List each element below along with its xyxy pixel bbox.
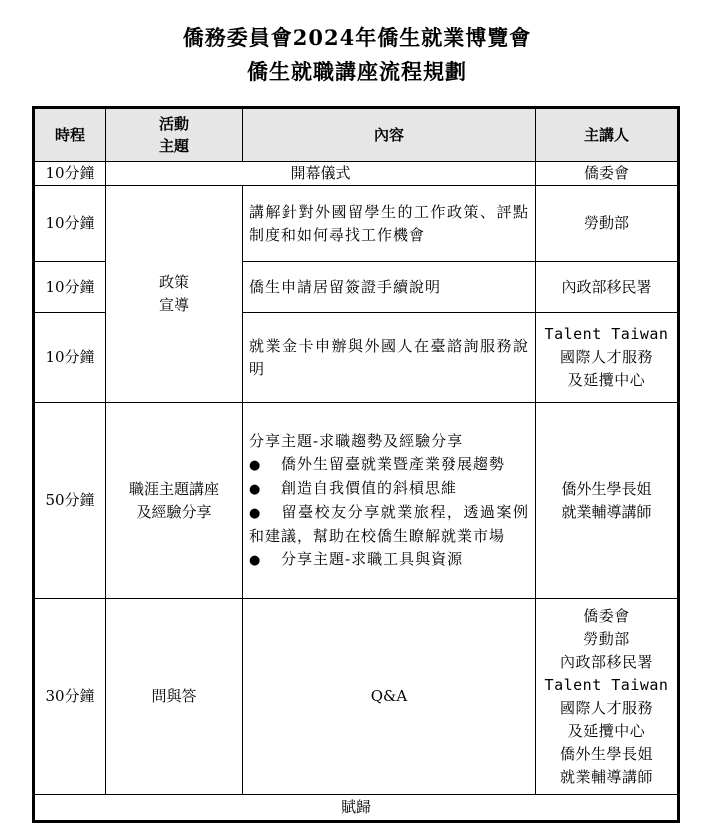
row-time: 10分鐘 — [34, 162, 106, 186]
row-content: 講解針對外國留學生的工作政策、評點制度和如何尋找工作機會 — [243, 186, 536, 262]
table-header-row — [34, 108, 679, 162]
list-item — [249, 501, 529, 548]
table-row — [34, 403, 679, 599]
document-subtitle: 僑生就職講座流程規劃 — [247, 59, 467, 84]
row-content: 就業金卡申辦與外國人在臺諮詢服務說明 — [243, 313, 536, 403]
list-item-text: 留臺校友分享就業旅程，透過案例和建議，幫助在校僑生瞭解就業市場 — [249, 502, 529, 545]
list-item-text: 僑外生留臺就業暨產業發展趨勢 — [281, 454, 506, 473]
header-time: 時程 — [34, 108, 106, 162]
content-heading: 分享主題-求職趨勢及經驗分享 — [249, 431, 464, 450]
bullet-icon: ● — [249, 505, 262, 521]
row-content: 開幕儀式 — [106, 162, 536, 186]
row-speaker: 僑委會 勞動部 內政部移民署 Talent Taiwan 國際人才服務 及延攬中心 僑外生學長姐 就業輔導講師 — [536, 599, 679, 795]
table-row — [34, 599, 679, 795]
table-row — [34, 795, 679, 822]
row-speaker: 僑委會 — [536, 162, 679, 186]
table-row — [34, 162, 679, 186]
row-speaker: Talent Taiwan 國際人才服務 及延攬中心 — [536, 313, 679, 403]
row-content: Q&A — [243, 599, 536, 795]
row-speaker: 內政部移民署 — [536, 262, 679, 313]
header-content: 內容 — [243, 108, 536, 162]
row-topic: 問與答 — [106, 599, 243, 795]
row-time: 10分鐘 — [34, 186, 106, 262]
row-content: 僑生申請居留簽證手續說明 — [243, 262, 536, 313]
document-title: 僑務委員會2024年僑生就業博覽會 — [182, 25, 532, 50]
row-speaker: 勞動部 — [536, 186, 679, 262]
row-time: 50分鐘 — [34, 403, 106, 599]
table-row — [34, 186, 679, 262]
list-item-text: 分享主題-求職工具與資源 — [281, 549, 464, 568]
list-item — [249, 548, 529, 572]
row-topic-policy: 政策 宣導 — [106, 186, 243, 403]
row-time: 30分鐘 — [34, 599, 106, 795]
bullet-icon: ● — [249, 552, 262, 568]
list-item-text: 創造自我價值的斜槓思維 — [281, 478, 458, 497]
list-item — [249, 477, 529, 501]
header-speaker: 主講人 — [536, 108, 679, 162]
row-time: 10分鐘 — [34, 262, 106, 313]
row-speaker: 僑外生學長姐 就業輔導講師 — [536, 403, 679, 599]
bullet-icon: ● — [249, 457, 262, 473]
list-item — [249, 453, 529, 477]
row-closing: 賦歸 — [34, 795, 679, 822]
row-topic: 職涯主題講座 及經驗分享 — [106, 403, 243, 599]
header-topic: 活動 主題 — [106, 108, 243, 162]
schedule-table — [32, 106, 680, 823]
row-content-list — [243, 403, 536, 599]
row-time: 10分鐘 — [34, 313, 106, 403]
bullet-icon: ● — [249, 481, 262, 497]
